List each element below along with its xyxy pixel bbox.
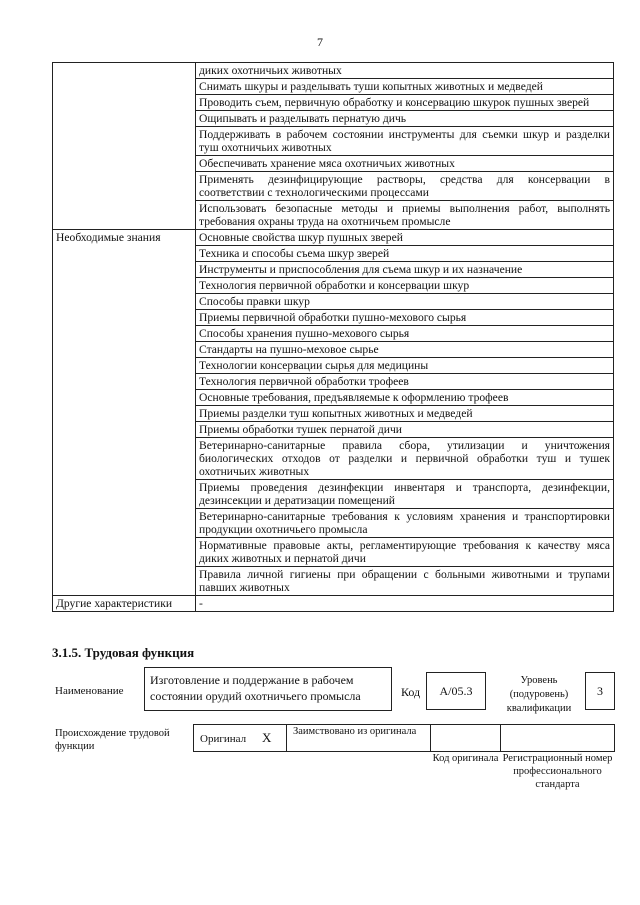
row-value: Снимать шкуры и разделывать туши копытных животных и медведей xyxy=(196,79,614,95)
name-label: Наименование xyxy=(55,685,124,697)
row-value: Ветеринарно-санитарные правила сбора, утилизации и уничтожения биологических отходов от разделки и первичной обработки туш и тушек охотничьих животных xyxy=(196,438,614,480)
row-value: Проводить съем, первичную обработку и консервацию шкурок пушных зверей xyxy=(196,95,614,111)
row-value: Правила личной гигиены при обращении с больными животными и трупами павших животных xyxy=(196,567,614,596)
code-original-label: Код оригинала xyxy=(432,753,499,764)
borrowed-label: Заимствовано из оригинала xyxy=(293,726,417,737)
row-label: Другие характеристики xyxy=(53,596,196,612)
row-value: Приемы проведения дезинфекции инвентаря и транспорта, дезинфекции, дезинсекции и дератизации помещений xyxy=(196,480,614,509)
row-value: диких охотничьих животных xyxy=(196,63,614,79)
level-box xyxy=(585,672,615,710)
row-value: Ощипывать и разделывать пернатую дичь xyxy=(196,111,614,127)
function-name-box xyxy=(144,667,392,711)
row-value: Способы хранения пушно-мехового сырья xyxy=(196,326,614,342)
row-value: Технология первичной обработки трофеев xyxy=(196,374,614,390)
row-value: Приемы разделки туш копытных животных и медведей xyxy=(196,406,614,422)
row-value: Технологии консервации сырья для медицины xyxy=(196,358,614,374)
row-value: Технология первичной обработки и консервации шкур xyxy=(196,278,614,294)
row-value: Нормативные правовые акты, регламентирующие требования к качеству мяса диких животных и пернатой дичи xyxy=(196,538,614,567)
page-number: 7 xyxy=(317,35,323,49)
row-value: Приемы обработки тушек пернатой дичи xyxy=(196,422,614,438)
row-value: Обеспечивать хранение мяса охотничьих животных xyxy=(196,156,614,172)
row-value: Стандарты на пушно-меховое сырье xyxy=(196,342,614,358)
row-value: Приемы первичной обработки пушно-мехового сырья xyxy=(196,310,614,326)
row-value: Применять дезинфицирующие растворы, средства для консервации в соответствии с технологическими процессами xyxy=(196,172,614,201)
table-row xyxy=(53,63,614,79)
original-label: Оригинал xyxy=(200,733,247,745)
code-label: Код xyxy=(401,685,421,699)
level-value: 3 xyxy=(597,684,603,698)
row-value: Поддерживать в рабочем состоянии инструменты для съемки шкур и разделки туш охотничьих животных xyxy=(196,127,614,156)
section-title: 3.1.5. Трудовая функция xyxy=(52,645,195,660)
row-value: Использовать безопасные методы и приемы выполнения работ, выполнять требования охраны труда на охотничьем промысле xyxy=(196,201,614,230)
borrowed-cell xyxy=(286,724,431,752)
table-row xyxy=(53,596,614,612)
function-name-value: Изготовление и поддержание в рабочем состоянии орудий охотничьего промысла xyxy=(150,673,361,703)
table-row xyxy=(53,230,614,246)
skills-knowledge-table xyxy=(52,62,614,612)
row-value: - xyxy=(196,596,614,612)
reg-number-label: Регистрационный номер профессионального стандарта xyxy=(502,753,613,790)
origin-label: Происхождение трудовой функции xyxy=(55,728,170,752)
row-value: Способы правки шкур xyxy=(196,294,614,310)
row-value: Техника и способы съема шкур зверей xyxy=(196,246,614,262)
row-label: Необходимые знания xyxy=(53,230,196,596)
row-label xyxy=(53,63,196,230)
row-value: Основные требования, предъявляемые к оформлению трофеев xyxy=(196,390,614,406)
row-value: Инструменты и приспособления для съема шкур и их назначение xyxy=(196,262,614,278)
code-original-cell xyxy=(430,724,501,752)
code-value: А/05.3 xyxy=(439,684,473,698)
reg-number-cell xyxy=(500,724,615,752)
code-box xyxy=(426,672,486,710)
original-mark: Х xyxy=(262,730,272,745)
original-cell xyxy=(193,724,287,752)
row-value: Ветеринарно-санитарные требования к условиям хранения и транспортировки продукции охотничьего промысла xyxy=(196,509,614,538)
row-value: Основные свойства шкур пушных зверей xyxy=(196,230,614,246)
level-label: Уровень (подуровень) квалификации xyxy=(506,675,572,714)
